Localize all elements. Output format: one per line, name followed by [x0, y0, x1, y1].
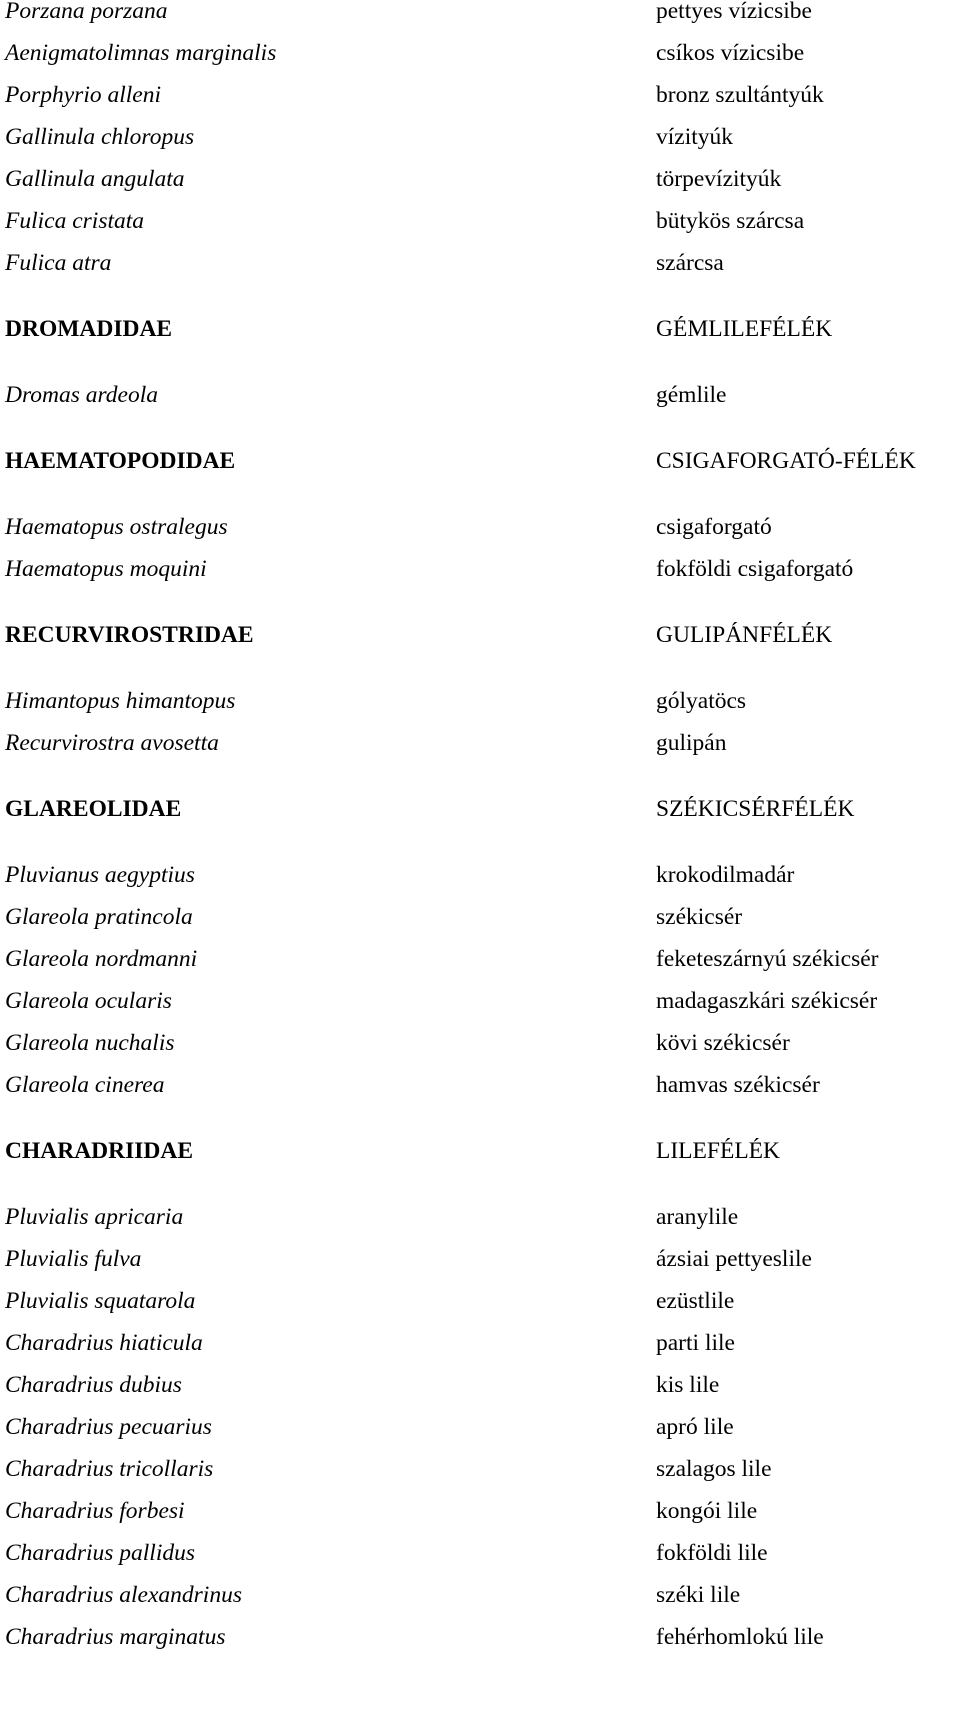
hungarian-name: aranylile	[656, 1204, 739, 1230]
hungarian-name: fokföldi csigaforgató	[656, 556, 854, 582]
scientific-name: Charadrius tricollaris	[5, 1456, 214, 1482]
hungarian-name: bütykös szárcsa	[656, 208, 805, 234]
scientific-name: Charadrius alexandrinus	[5, 1582, 242, 1608]
hungarian-name: ezüstlile	[656, 1288, 735, 1314]
hungarian-name: kongói lile	[656, 1498, 758, 1524]
scientific-name: Pluvialis apricaria	[5, 1204, 184, 1230]
scientific-name: Aenigmatolimnas marginalis	[5, 40, 277, 66]
hungarian-name: parti lile	[656, 1330, 735, 1356]
hungarian-family-heading: LILEFÉLÉK	[656, 1138, 780, 1164]
scientific-name: Gallinula chloropus	[5, 124, 195, 150]
hungarian-name: apró lile	[656, 1414, 734, 1440]
hungarian-name: fehérhomlokú lile	[656, 1624, 824, 1650]
hungarian-name: szalagos lile	[656, 1456, 772, 1482]
scientific-name: Charadrius pallidus	[5, 1540, 195, 1566]
scientific-name: Glareola ocularis	[5, 988, 172, 1014]
hungarian-name: csigaforgató	[656, 514, 772, 540]
scientific-name: Fulica cristata	[5, 208, 145, 234]
scientific-name: Haematopus ostralegus	[5, 514, 228, 540]
hungarian-name: ázsiai pettyeslile	[656, 1246, 812, 1272]
hungarian-name: csíkos vízicsibe	[656, 40, 805, 66]
scientific-name: Charadrius hiaticula	[5, 1330, 203, 1356]
scientific-name: Charadrius forbesi	[5, 1498, 185, 1524]
hungarian-name: feketeszárnyú székicsér	[656, 946, 879, 972]
scientific-name: Glareola nordmanni	[5, 946, 198, 972]
hungarian-name: szárcsa	[656, 250, 724, 276]
scientific-name: Pluvialis squatarola	[5, 1288, 196, 1314]
hungarian-name: kövi székicsér	[656, 1030, 790, 1056]
scientific-name: Haematopus moquini	[5, 556, 207, 582]
scientific-name: Dromas ardeola	[5, 382, 158, 408]
scientific-family-heading: HAEMATOPODIDAE	[5, 448, 236, 474]
hungarian-name: gémlile	[656, 382, 727, 408]
hungarian-name: fokföldi lile	[656, 1540, 768, 1566]
hungarian-name: krokodilmadár	[656, 862, 795, 888]
scientific-name: Charadrius marginatus	[5, 1624, 226, 1650]
hungarian-family-heading: SZÉKICSÉRFÉLÉK	[656, 796, 855, 822]
scientific-name: Charadrius dubius	[5, 1372, 182, 1398]
hungarian-name: hamvas székicsér	[656, 1072, 820, 1098]
scientific-name: Himantopus himantopus	[5, 688, 236, 714]
scientific-family-heading: GLAREOLIDAE	[5, 796, 182, 822]
hungarian-name: székicsér	[656, 904, 743, 930]
hungarian-name: gólyatöcs	[656, 688, 747, 714]
scientific-name: Glareola pratincola	[5, 904, 193, 930]
hungarian-name: gulipán	[656, 730, 727, 756]
scientific-name: Glareola cinerea	[5, 1072, 165, 1098]
scientific-family-heading: DROMADIDAE	[5, 316, 173, 342]
scientific-family-heading: RECURVIROSTRIDAE	[5, 622, 254, 648]
hungarian-name: törpevízityúk	[656, 166, 782, 192]
scientific-name: Pluvianus aegyptius	[5, 862, 195, 888]
hungarian-family-heading: GULIPÁNFÉLÉK	[656, 622, 833, 648]
hungarian-name: széki lile	[656, 1582, 741, 1608]
scientific-name: Porphyrio alleni	[5, 82, 161, 108]
scientific-name: Charadrius pecuarius	[5, 1414, 212, 1440]
scientific-name: Fulica atra	[5, 250, 112, 276]
hungarian-name: madagaszkári székicsér	[656, 988, 878, 1014]
scientific-name: Pluvialis fulva	[5, 1246, 142, 1272]
scientific-name: Gallinula angulata	[5, 166, 185, 192]
scientific-name: Glareola nuchalis	[5, 1030, 175, 1056]
hungarian-family-heading: CSIGAFORGATÓ-FÉLÉK	[656, 448, 916, 474]
scientific-name: Recurvirostra avosetta	[5, 730, 219, 756]
scientific-family-heading: CHARADRIIDAE	[5, 1138, 194, 1164]
hungarian-name: pettyes vízicsibe	[656, 0, 812, 24]
scientific-name: Porzana porzana	[5, 0, 168, 24]
hungarian-name: kis lile	[656, 1372, 720, 1398]
hungarian-name: vízityúk	[656, 124, 734, 150]
hungarian-name: bronz szultántyúk	[656, 82, 824, 108]
hungarian-family-heading: GÉMLILEFÉLÉK	[656, 316, 833, 342]
